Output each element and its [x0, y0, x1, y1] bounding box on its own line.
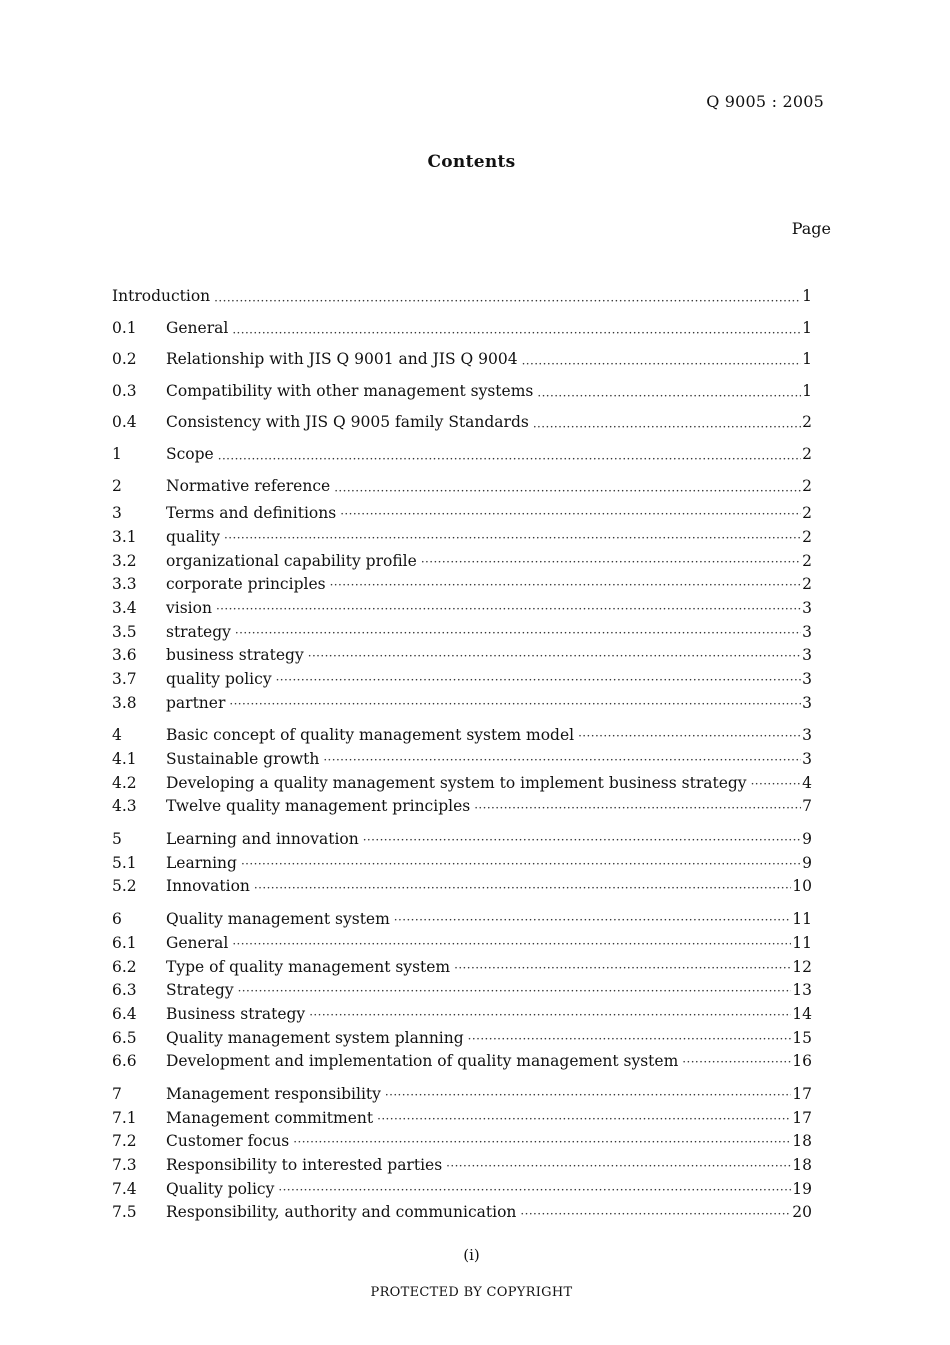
dot-leader — [232, 936, 791, 952]
toc-entry[interactable] — [112, 573, 812, 597]
toc-entry[interactable] — [112, 979, 812, 1003]
page-number: (i) — [463, 1246, 480, 1264]
dot-leader — [474, 800, 801, 816]
toc-entry-number: 3.2 — [112, 551, 137, 570]
toc-entry-number: 6.4 — [112, 1004, 137, 1023]
dot-leader — [278, 1182, 791, 1198]
toc-entry-title: Sustainable growth — [166, 750, 320, 769]
toc-entry-title: corporate principles — [166, 575, 326, 594]
toc-entry-title: Compatibility with other management systems — [166, 381, 534, 400]
toc-entry[interactable] — [112, 644, 812, 668]
toc-entry-title: organizational capability profile — [166, 551, 417, 570]
toc-entry-page: 17 — [792, 1084, 812, 1103]
toc-entry-page: 1 — [802, 318, 812, 337]
toc-entry[interactable] — [112, 908, 812, 932]
dot-leader — [751, 776, 802, 792]
toc-entry-number: 6 — [112, 910, 122, 929]
dot-leader — [214, 289, 801, 305]
dot-leader — [421, 554, 801, 570]
toc-entry-number: 3.7 — [112, 669, 137, 688]
toc-entry[interactable] — [112, 526, 812, 550]
toc-entry-page: 17 — [792, 1108, 812, 1127]
toc-entry-number: 7.3 — [112, 1156, 137, 1175]
toc-entry-number: 6.6 — [112, 1052, 137, 1071]
toc-entry-number: 4.3 — [112, 797, 137, 816]
toc-entry-page: 2 — [802, 504, 812, 523]
toc-entry-page: 11 — [792, 933, 812, 952]
toc-entry-page: 2 — [802, 575, 812, 594]
toc-entry[interactable] — [112, 439, 812, 471]
dot-leader — [520, 1206, 791, 1222]
dot-leader — [235, 625, 801, 641]
toc-entry-page: 3 — [802, 693, 812, 712]
toc-entry-page: 1 — [802, 381, 812, 400]
toc-entry-title: Innovation — [166, 877, 250, 896]
toc-entry-title: Learning — [166, 853, 237, 872]
dot-leader — [533, 415, 801, 431]
toc-entry-number: 5 — [112, 830, 122, 849]
toc-entry-page: 15 — [792, 1028, 812, 1047]
toc-entry-number: 3.8 — [112, 693, 137, 712]
dot-leader — [218, 447, 801, 463]
toc-entry-number: 2 — [112, 476, 122, 495]
toc-entry-number: 0.3 — [112, 381, 137, 400]
toc-entry[interactable] — [112, 724, 812, 748]
dot-leader — [340, 506, 801, 522]
toc-entry-page: 16 — [792, 1052, 812, 1071]
toc-entry[interactable] — [112, 1154, 812, 1178]
toc-entry[interactable] — [112, 502, 812, 526]
toc-entry-page: 3 — [802, 598, 812, 617]
dot-leader — [241, 856, 801, 872]
toc-entry-number: 7.2 — [112, 1132, 137, 1151]
toc-entry[interactable] — [112, 376, 812, 408]
toc-entry-page: 13 — [792, 981, 812, 1000]
dot-leader — [394, 912, 791, 928]
toc-entry-number: 0.4 — [112, 413, 137, 432]
toc-entry-title: Quality policy — [166, 1179, 275, 1198]
toc-entry-number: 4.2 — [112, 773, 137, 792]
toc-entry-number: 3.3 — [112, 575, 137, 594]
toc-entry[interactable] — [112, 795, 812, 819]
toc-entry-title: quality — [166, 527, 221, 546]
toc-entry-page: 3 — [802, 669, 812, 688]
toc-entry-number: 0.1 — [112, 318, 137, 337]
dot-leader — [254, 880, 791, 896]
toc-entry-page: 18 — [792, 1156, 812, 1175]
toc-entry-page: 3 — [802, 622, 812, 641]
dot-leader — [238, 983, 792, 999]
toc-entry-title: Terms and definitions — [166, 504, 337, 523]
toc-entry-number: 1 — [112, 444, 122, 463]
toc-entry-title: Introduction — [112, 287, 211, 305]
dot-leader — [468, 1031, 792, 1047]
toc-entry-title: Business strategy — [166, 1004, 306, 1023]
toc-entry[interactable] — [112, 932, 812, 956]
toc-entry-number: 3.6 — [112, 646, 137, 665]
dot-leader — [293, 1134, 791, 1150]
toc-entry[interactable] — [112, 1027, 812, 1051]
toc-group-intro — [112, 281, 812, 502]
toc-entry-number: 6.5 — [112, 1028, 137, 1047]
toc-entry[interactable] — [112, 1201, 812, 1225]
page-title: Contents — [427, 152, 516, 172]
dot-leader — [330, 577, 802, 593]
table-of-contents — [112, 281, 812, 1234]
toc-entry-title: quality policy — [166, 669, 272, 688]
toc-entry-number: 6.2 — [112, 957, 137, 976]
toc-entry-title: General — [166, 933, 229, 952]
toc-entry[interactable] — [112, 828, 812, 852]
toc-entry-number: 7.5 — [112, 1203, 137, 1222]
toc-entry-number: 7.4 — [112, 1179, 137, 1198]
toc-entry-title: Management responsibility — [166, 1084, 381, 1103]
toc-entry-number: 0.2 — [112, 350, 137, 369]
toc-entry-number: 3.4 — [112, 598, 137, 617]
toc-entry-number: 4 — [112, 726, 122, 745]
toc-entry-page: 1 — [802, 287, 812, 305]
toc-entry-page: 2 — [802, 413, 812, 432]
toc-entry-number: 3 — [112, 504, 122, 523]
toc-entry-page: 4 — [802, 773, 812, 792]
toc-entry-page: 11 — [792, 910, 812, 929]
toc-entry[interactable] — [112, 597, 812, 621]
dot-leader — [537, 384, 801, 400]
toc-entry-title: Consistency with JIS Q 9005 family Standards — [166, 413, 529, 432]
toc-entry-title: Strategy — [166, 981, 234, 1000]
dot-leader — [309, 1007, 791, 1023]
toc-entry-page: 9 — [802, 830, 812, 849]
toc-entry[interactable] — [112, 748, 812, 772]
toc-entry-title: Responsibility to interested parties — [166, 1156, 443, 1175]
toc-entry-page: 3 — [802, 750, 812, 769]
toc-entry-title: Management commitment — [166, 1108, 374, 1127]
dot-leader — [232, 321, 801, 337]
toc-entry-number: 7 — [112, 1084, 122, 1103]
dot-leader — [377, 1111, 791, 1127]
dot-leader — [385, 1087, 791, 1103]
toc-entry-title: Twelve quality management principles — [166, 797, 471, 816]
toc-entry-page: 2 — [802, 444, 812, 463]
toc-entry[interactable] — [112, 281, 812, 313]
toc-entry-page: 7 — [802, 797, 812, 816]
toc-entry[interactable] — [112, 621, 812, 645]
toc-entry-page: 3 — [802, 726, 812, 745]
toc-entry-number: 4.1 — [112, 750, 137, 769]
dot-leader — [229, 696, 801, 712]
toc-entry[interactable] — [112, 692, 812, 716]
toc-entry-number: 5.2 — [112, 877, 137, 896]
toc-entry-page: 1 — [802, 350, 812, 369]
toc-entry[interactable] — [112, 1178, 812, 1202]
dot-leader — [276, 672, 802, 688]
toc-entry[interactable] — [112, 852, 812, 876]
toc-entry-page: 14 — [792, 1004, 812, 1023]
toc-entry-number: 3.5 — [112, 622, 137, 641]
toc-entry-title: Quality management system planning — [166, 1028, 464, 1047]
toc-group-section-5 — [112, 828, 812, 899]
toc-group-section-7 — [112, 1083, 812, 1225]
toc-entry[interactable] — [112, 772, 812, 796]
page-column-label: Page — [791, 219, 831, 238]
document-number: Q 9005 : 2005 — [706, 92, 824, 111]
toc-entry-page: 10 — [792, 877, 812, 896]
dot-leader — [522, 352, 802, 368]
dot-leader — [334, 479, 801, 495]
toc-entry-title: Type of quality management system — [166, 957, 451, 976]
toc-entry-title: business strategy — [166, 646, 304, 665]
toc-entry-number: 5.1 — [112, 853, 137, 872]
toc-entry-page: 12 — [792, 957, 812, 976]
toc-entry-page: 2 — [802, 527, 812, 546]
toc-entry-number: 3.1 — [112, 527, 137, 546]
toc-entry[interactable] — [112, 668, 812, 692]
toc-entry-page: 3 — [802, 646, 812, 665]
toc-entry-page: 19 — [792, 1179, 812, 1198]
toc-entry-title: Quality management system — [166, 910, 390, 929]
dot-leader — [216, 601, 801, 617]
toc-entry-page: 18 — [792, 1132, 812, 1151]
toc-entry-number: 7.1 — [112, 1108, 137, 1127]
dot-leader — [308, 648, 801, 664]
toc-entry[interactable] — [112, 1003, 812, 1027]
toc-entry-page: 20 — [792, 1203, 812, 1222]
dot-leader — [363, 832, 801, 848]
toc-entry-title: Developing a quality management system to implement business strategy — [166, 773, 747, 792]
toc-entry-title: strategy — [166, 622, 231, 641]
dot-leader — [323, 752, 801, 768]
toc-entry[interactable] — [112, 313, 812, 345]
toc-entry-title: vision — [166, 598, 212, 617]
toc-entry[interactable] — [112, 344, 812, 376]
toc-entry[interactable] — [112, 956, 812, 980]
toc-entry-page: 2 — [802, 551, 812, 570]
toc-entry[interactable] — [112, 1050, 812, 1074]
dot-leader — [454, 960, 791, 976]
dot-leader — [446, 1158, 791, 1174]
toc-entry-number: 6.1 — [112, 933, 137, 952]
toc-group-section-6 — [112, 908, 812, 1074]
dot-leader — [682, 1054, 791, 1070]
toc-entry[interactable] — [112, 875, 812, 899]
toc-group-section-4 — [112, 724, 812, 819]
toc-entry-title: Scope — [166, 444, 214, 463]
toc-entry-title: Basic concept of quality management system model — [166, 726, 575, 745]
toc-entry-number: 6.3 — [112, 981, 137, 1000]
toc-entry-title: Development and implementation of quality management system — [166, 1052, 679, 1071]
toc-entry-title: partner — [166, 693, 226, 712]
dot-leader — [224, 530, 801, 546]
toc-entry-title: Learning and innovation — [166, 830, 359, 849]
toc-entry-page: 2 — [802, 476, 812, 495]
toc-entry-page: 9 — [802, 853, 812, 872]
toc-entry[interactable] — [112, 1130, 812, 1154]
toc-entry-title: Customer focus — [166, 1132, 290, 1151]
toc-entry[interactable] — [112, 471, 812, 503]
copyright-notice: PROTECTED BY COPYRIGHT — [370, 1285, 573, 1300]
toc-group-section-3 — [112, 502, 812, 715]
toc-entry-title: Normative reference — [166, 476, 331, 495]
toc-entry[interactable] — [112, 1107, 812, 1131]
dot-leader — [578, 728, 801, 744]
toc-entry[interactable] — [112, 407, 812, 439]
toc-entry-title: General — [166, 318, 229, 337]
toc-entry-title: Responsibility, authority and communication — [166, 1203, 517, 1222]
toc-entry[interactable] — [112, 550, 812, 574]
toc-entry-title: Relationship with JIS Q 9001 and JIS Q 9004 — [166, 350, 518, 369]
toc-entry[interactable] — [112, 1083, 812, 1107]
